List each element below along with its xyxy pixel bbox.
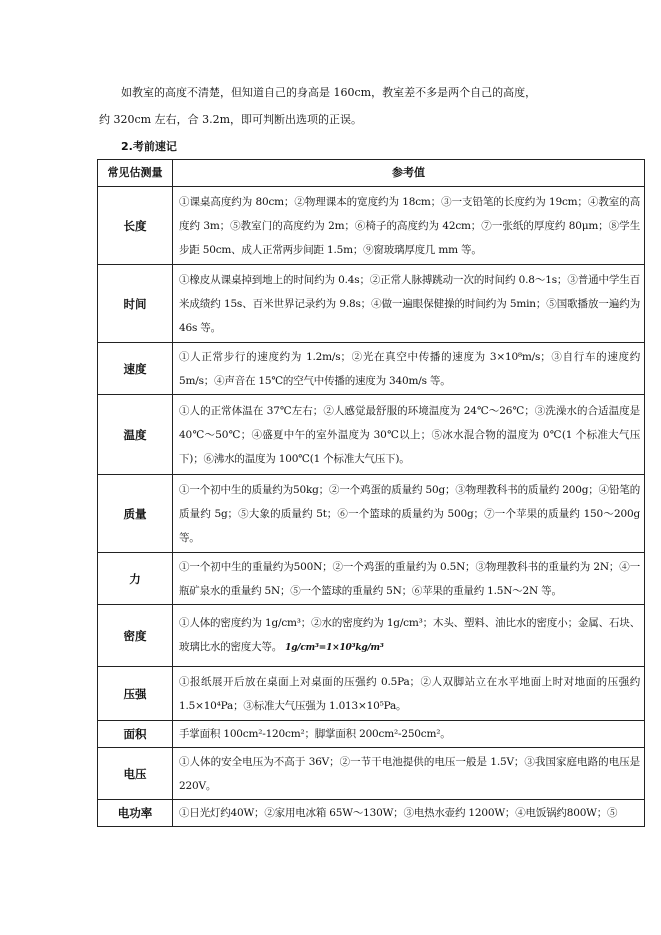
row-quantity: 压强: [98, 667, 173, 721]
row-quantity: 长度: [98, 187, 173, 265]
table-row-force: [98, 553, 645, 605]
header-quantity: 常见估测量: [98, 160, 173, 187]
row-quantity: 面积: [98, 721, 173, 748]
section-heading: 2.考前速记: [121, 140, 177, 153]
row-quantity: 质量: [98, 475, 173, 553]
intro-line-2: 约 320cm 左右，合 3.2m，即可判断出选项的正误。: [99, 113, 362, 126]
row-quantity: 电压: [98, 748, 173, 800]
row-reference: ①人正常步行的速度约为 1.2m/s；②光在真空中传播的速度为 3×10⁸m/s；③自行车的速度约 5m/s；④声音在 15℃的空气中传播的速度为 340m/s 等。: [173, 343, 645, 395]
row-reference: ①人体的密度约为 1g/cm³；②水的密度约为 1g/cm³；木头、塑料、油比水的密度小；金属、石块、玻璃比水的密度大等。: [179, 617, 640, 653]
row-reference: ①一个初中生的重量约为500N；②一个鸡蛋的重量约为 0.5N；③物理教科书的重量约为 2N；④一瓶矿泉水的重量约 5N；⑤一个篮球的重量约 5N；⑥苹果的重量约 1.5N～2N 等。: [173, 553, 645, 605]
row-reference: ①一个初中生的质量约为50kg；②一个鸡蛋的质量约 50g；③物理教科书的质量约 200g；④铅笔的质量约 5g；⑤大象的质量约 5t；⑥一个篮球的质量约为 500g；⑦一个苹果的质量约 150～200g 等。: [173, 475, 645, 553]
row-quantity: 温度: [98, 395, 173, 475]
table-row-area: [98, 721, 645, 748]
estimation-table: [97, 159, 645, 827]
table-row-time: [98, 265, 645, 343]
row-quantity: 电功率: [98, 800, 173, 827]
table-header-row: [98, 160, 645, 187]
table-row-pressure: [98, 667, 645, 721]
intro-line-1: 如教室的高度不清楚，但知道自己的身高是 160cm，教室差不多是两个自己的高度，: [121, 86, 537, 99]
row-quantity: 力: [98, 553, 173, 605]
table-row-voltage: [98, 748, 645, 800]
table-row-power: [98, 800, 645, 827]
row-quantity: 密度: [98, 605, 173, 667]
row-reference: ①日光灯约40W；②家用电冰箱 65W～130W；③电热水壶约 1200W；④电饭锅约800W；⑤: [173, 800, 645, 827]
row-quantity: 速度: [98, 343, 173, 395]
header-reference: 参考值: [173, 160, 645, 187]
table-row-density: [98, 605, 645, 667]
density-formula: 1g/cm³=1×10³kg/m³: [285, 643, 384, 653]
row-reference: ①人的正常体温在 37℃左右；②人感觉最舒服的环境温度为 24℃～26℃；③洗澡水的合适温度是 40℃～50℃；④盛夏中午的室外温度为 30℃以上；⑤冰水混合物的温度为 0℃(1 个标准大气压下)；⑥沸水的温度为 100℃(1 个标准大气压下)。: [173, 395, 645, 475]
table-row-mass: [98, 475, 645, 553]
table-row-length: [98, 187, 645, 265]
table-row-speed: [98, 343, 645, 395]
row-quantity: 时间: [98, 265, 173, 343]
row-reference: ①课桌高度约为 80cm；②物理课本的宽度约为 18cm；③一支铅笔的长度约为 19cm；④教室的高度约 3m；⑤教室门的高度约为 2m；⑥椅子的高度约为 42cm；⑦一张纸的厚度约 80μm；⑧学生步距 50cm、成人正常两步间距 1.5m；⑨窗玻璃厚度几 mm 等。: [173, 187, 645, 265]
row-reference: ①人体的安全电压为不高于 36V；②一节干电池提供的电压一般是 1.5V；③我国家庭电路的电压是 220V。: [173, 748, 645, 800]
row-reference-cell: [173, 605, 645, 667]
table-row-temperature: [98, 395, 645, 475]
row-reference: 手掌面积 100cm²-120cm²；脚掌面积 200cm²-250cm²。: [173, 721, 645, 748]
row-reference: ①橡皮从课桌掉到地上的时间约为 0.4s；②正常人脉搏跳动一次的时间约 0.8～1s；③普通中学生百米成绩约 15s、百米世界记录约为 9.8s；④做一遍眼保健操的时间约为 5min；⑤国歌播放一遍约为 46s 等。: [173, 265, 645, 343]
row-reference: ①报纸展开后放在桌面上对桌面的压强约 0.5Pa；②人双脚站立在水平地面上时对地面的压强约 1.5×10⁴Pa；③标准大气压强为 1.013×10⁵Pa。: [173, 667, 645, 721]
